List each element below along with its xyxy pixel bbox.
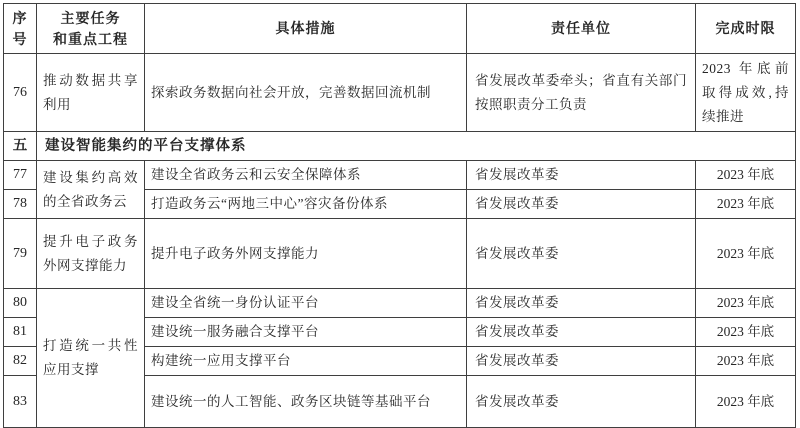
row-83-unit: 省发展改革委 <box>467 376 696 428</box>
row-79-deadline: 2023 年底 <box>696 219 796 289</box>
row-79-unit: 省发展改革委 <box>467 219 696 289</box>
row-78-deadline: 2023 年底 <box>696 190 796 219</box>
row-76-task: 推动数据共享利用 <box>37 54 145 132</box>
row-77-no: 77 <box>4 161 37 190</box>
row-80-deadline: 2023 年底 <box>696 289 796 318</box>
row-81-no: 81 <box>4 318 37 347</box>
row-80-measure: 建设全省统一身份认证平台 <box>145 289 467 318</box>
row-78-unit: 省发展改革委 <box>467 190 696 219</box>
row-76-deadline: 2023 年底前取得成效,持续推进 <box>696 54 796 132</box>
row-81-deadline: 2023 年底 <box>696 318 796 347</box>
table-row <box>4 289 796 318</box>
row-78-measure: 打造政务云“两地三中心”容灾备份体系 <box>145 190 467 219</box>
row-83-deadline: 2023 年底 <box>696 376 796 428</box>
row-77-deadline: 2023 年底 <box>696 161 796 190</box>
row-81-measure: 建设统一服务融合支撑平台 <box>145 318 467 347</box>
row-76-unit: 省发展改革委牵头；省直有关部门按照职责分工负责 <box>467 54 696 132</box>
row-77-measure: 建设全省政务云和云安全保障体系 <box>145 161 467 190</box>
section-title: 建设智能集约的平台支撑体系 <box>37 132 796 161</box>
section-row <box>4 132 796 161</box>
row-83-measure: 建设统一的人工智能、政务区块链等基础平台 <box>145 376 467 428</box>
row-82-unit: 省发展改革委 <box>467 347 696 376</box>
row-82-measure: 构建统一应用支撑平台 <box>145 347 467 376</box>
row-79-task: 提升电子政务外网支撑能力 <box>37 219 145 289</box>
header-deadline: 完成时限 <box>696 4 796 54</box>
header-task-line2: 和重点工程 <box>53 30 128 47</box>
row-78-no: 78 <box>4 190 37 219</box>
row-79-no: 79 <box>4 219 37 289</box>
header-unit: 责任单位 <box>467 4 696 54</box>
row-77-78-task: 建设集约高效的全省政务云 <box>37 161 145 219</box>
row-77-unit: 省发展改革委 <box>467 161 696 190</box>
row-81-unit: 省发展改革委 <box>467 318 696 347</box>
header-task-line1: 主要任务 <box>60 9 121 26</box>
row-80-unit: 省发展改革委 <box>467 289 696 318</box>
row-80-83-task: 打造统一共性应用支撑 <box>37 289 145 428</box>
row-76-no: 76 <box>4 54 37 132</box>
header-row <box>4 4 796 54</box>
row-79-measure: 提升电子政务外网支撑能力 <box>145 219 467 289</box>
table-row <box>4 219 796 289</box>
row-82-deadline: 2023 年底 <box>696 347 796 376</box>
header-no: 序号 <box>4 4 37 54</box>
row-82-no: 82 <box>4 347 37 376</box>
row-76-measure: 探索政务数据向社会开放，完善数据回流机制 <box>145 54 467 132</box>
task-table <box>3 3 796 428</box>
table-row <box>4 54 796 132</box>
header-task <box>37 4 145 54</box>
section-no: 五 <box>4 132 37 161</box>
row-80-no: 80 <box>4 289 37 318</box>
table-row <box>4 161 796 190</box>
header-measure: 具体措施 <box>145 4 467 54</box>
row-83-no: 83 <box>4 376 37 428</box>
